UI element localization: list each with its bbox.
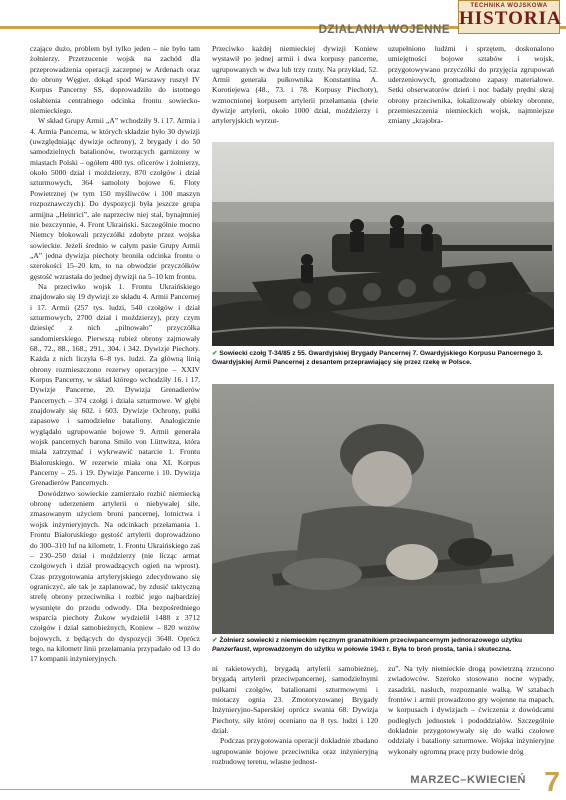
paragraph: Podczas przygotowania operacji dokładnie zbadano ugrupowanie bojowe przeciwnika oraz inżynieryjną rozbudowę terenu, własne jednost- (212, 736, 378, 767)
soldier-photo-illustration (212, 384, 554, 634)
tank-photo (212, 142, 554, 346)
soldier-photo (212, 384, 554, 634)
tank-photo-caption (212, 350, 554, 367)
caption-marker-icon: ✔ (212, 637, 218, 644)
caption-text: Sowiecki czołg T-34/85 z 55. Gwardyjskiej Brygady Pancernej 7. Gwardyjskiego Korpusu Pancernego 3. Gwardyjskiej Armii Pancernej z desantem przeprawiający się przez rzekę w Polsce. (212, 350, 543, 366)
paragraph: Na przeciwko wojsk 1. Frontu Ukraińskiego znajdowało się 19 dywizji ze składu 4. Armii Pancernej i 17. Armii (257 tys. ludzi, 540 czołgów i dział szturmowych, 2700 dział i moździerzy), przy czym dziesięć z nich „pilnowało” przyczółka sandomierskiego. Pierwszą rubież obrony zajmowały 68., 72., 88., 168., 291., 304. i 342. Dywizje Piechoty. Każda z nich liczyła 6–8 tys. ludzi. Za główną linią obrony rozmieszczono rezerwy operacyjne – XXIV Korpus Pancerny, w skład którego wchodziły 16. i 17. Dywizje Pancerne, 20. Dywizja Grenadierów Pancernych – 374 czołgi i działa szturmowe. W głębi znajdowały się 602. i 603. Dywizje Ochrony, pułki zapasowe i samodzielne bataliony. Analogicznie wyglądało ugrupowanie bojowe 9. Armii generała wojsk pancernych barona Smilo von Lüttwitza, która miała zatrzymać i wykrwawić natarcie 1. Frontu Białoruskiego. W rezerwie miała ona XL Korpus Pancerny – 25. i 19. Dywizje Pancerne i 10. Dywizja Grenadierów Pancernych. (30, 281, 200, 488)
text-column-1 (30, 44, 200, 665)
caption-text-end: , wprowadzonym do użytku w połowie 1943 r. Była to broń prosta, tania i skuteczna. (249, 645, 512, 653)
issue-label: MARZEC–KWIECIEŃ (410, 774, 526, 786)
paragraph: uzupełniono ludźmi i sprzętem, doskonalono umiejętności bojowe sztabów i wojsk, przygotowywano przyczółki do przyjęcia zgrupowań uderzeniowych, gromadzono zapasy materiałowe. Setki obserwatorów dzień i noc badały prędni skraj obrony przeciwnika, lokalizowały obiekty obronne, przemieszczenia niemieckich wojsk, najmniejsze zmiany „krajobra- (388, 44, 554, 126)
caption-weapon-name: Panzerfaust (212, 645, 250, 653)
paragraph: zu”. Na tyły niemieckie drogą powietrzną zrzucono zwiadowców. Szeroko stosowano nocne wypady, zasadzki, nasłuch, rozpoznanie walką. W sztabach frontów i armii prowadzono gry wojenne na mapach, w korpusach i dywizjach – ćwiczenia z dowódcami podległych jednostek i pododdziałów. Szczególnie dokładnie przygotowywały się do walki czołowe oddziały i bataliony szturmowe. Wojska inżynieryjne wykonały ogromną pracę przy budowie dróg (388, 664, 554, 756)
caption-text: Żołnierz sowiecki z niemieckim ręcznym granatnikiem przeciwpancernym jednorazowego użytku (219, 637, 523, 644)
paragraph: czające dużo, problem był tylko jeden – nie było tam żołnierzy. Przerzucenie wojsk na zachód dla przeprowadzenia operacji zaczepnej w Ardenach oraz do obrony Węgier, dokąd spod Warszawy ruszył IV Korpus Pancerny SS, doprowadziło do istotnego osłabienia centralnego odcinka frontu sowiecko-niemieckiego. (30, 44, 200, 116)
section-title: DZIAŁANIA WOJENNE (318, 24, 450, 36)
text-column-3-top (388, 44, 554, 127)
paragraph: W skład Grupy Armii „A” wchodziły 9. i 17. Armia i 4. Armia Pancerna, w których składzie było 30 dywizji (uwzględniając dywizje ochrony), 2 brygady i do 50 samodzielnych batalionów, tworzących garnizony w miastach Polski – ogółem 400 tys. oficerów i żołnierzy, około 5000 dział i moździerzy, 870 czołgów i dział szturmowych, 364 samoloty bojowe 6. Floty Powietrznej (w tym 150 myśliwców i 100 maszyn rozpoznawczych). Do dyspozycji była jeszcze grupa armijna „Heinrici”, ale naprzeciw niej stał, bynajmniej nie bezczynnie, 4. Front Ukraiński. Szczególnie mocno Niemcy blokowali przyczółki zdobyte przez wojska sowieckie. Jeżeli średnio w całym pasie Grupy Armii „A” jedna dywizja piechoty broniła odcinka frontu o szerokości 15–20 km, to na obwodzie przyczółków gęstość wzrastała do jednej dywizji na 5–10 km frontu. (30, 116, 200, 281)
paragraph: Dowództwo sowieckie zamierzało rozbić niemiecką obronę uderzeniem artylerii o niebywałej sile, zmasowanym użyciem broni pancernej, lotnictwa i wojsk inżynieryjnych. Na odcinkach przełamania 1. Frontu Białoruskiego gęstość artylerii doprowadzono do 300–310 luf na kilometr, 1. Frontu Ukraińskiego zaś – 230–250 dział i moździerzy (nie licząc armat czołgowych i dział prowadzących ogień na wprost). Czas przygotowania artyleryjskiego zdecydowano się ograniczyć, ale tak je zaplanować, by zdusić taktyczną strefę obrony przeciwnika i rozbić jego najbardziej wysunięte do przodu odwody. Dla bezpośredniego wsparcia piechoty Żukow wydzielił 1488 z 3712 czołgów i dział samobieżnych, Koniew – 820 wozów bojowych, z będących do dyspozycji 3648. Oprócz tego, na kilometr linii przełamania przypadało od 13 do 17 kompanii inżynieryjnych. (30, 488, 200, 664)
page-number: 7 (544, 766, 560, 797)
tank-photo-illustration (212, 142, 554, 346)
text-column-2-top (212, 44, 378, 127)
text-column-3-bottom (388, 664, 554, 757)
paragraph: Przeciwko każdej niemieckiej dywizji Koniew wystawił po jednej armii i dwa korpusy pancerne, ugrupowanych w dwa lub trzy rzuty. Na przykład, 52. Armii generała pułkownika Konstantina A. Korotiejewa (48., 73. i 78. Korpusy Piechoty), wzmocnionej korpusem artylerii przełamania (dwie dywizje artylerii, około 1000 dział, moździerzy i artyleryjskich wyrzut- (212, 44, 378, 126)
footer-rule (0, 789, 520, 790)
soldier-photo-caption (212, 637, 554, 654)
caption-marker-icon: ✔ (212, 350, 218, 357)
text-column-2-bottom (212, 664, 378, 767)
magazine-logo (458, 0, 560, 34)
logo-title: HISTORIA (459, 8, 562, 29)
paragraph: ni rakietowych), brygadą artylerii samobieżnej, brygadą artylerii przeciwpancernej, samodzielnymi pułkami czołgów, batalionami szturmowymi i miotaczy ognia 23. Zmotoryzowanej Brygady Inżynieryjno-Saperskiej oprócz swania 68. Dywizja Piechoty, siły której oceniano na 8 tys. ludzi i 120 dział. (212, 664, 378, 736)
logo-subtitle: TECHNIKA WOJSKOWA (470, 3, 548, 9)
